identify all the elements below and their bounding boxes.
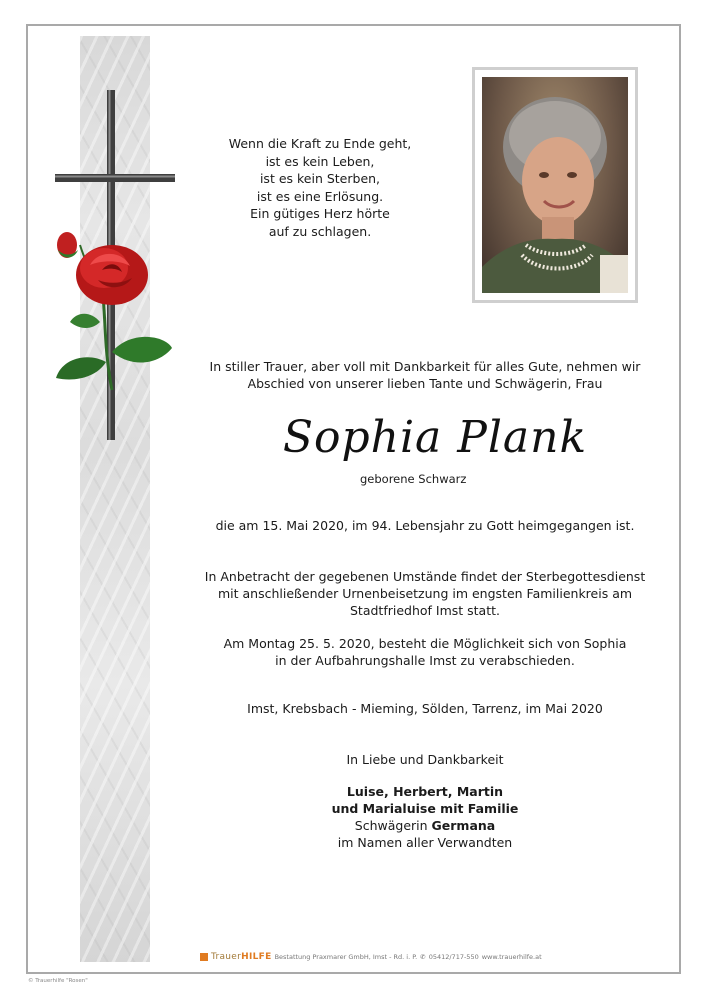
cross-with-rose-icon xyxy=(40,90,180,450)
death-line: die am 15. Mai 2020, im 94. Lebensjahr zu Gott heimgegangen ist. xyxy=(215,518,635,533)
viewing-info xyxy=(170,635,680,669)
phone-text: 05412/717-550 xyxy=(428,953,479,961)
leaf-icon xyxy=(56,357,106,379)
footer xyxy=(200,950,542,964)
service-info xyxy=(170,568,680,619)
birth-name: geborene Schwarz xyxy=(360,472,467,486)
family-line: Luise, Herbert, Martin xyxy=(346,784,504,799)
portrait-frame xyxy=(472,67,638,303)
service-line: In Anbetracht der gegebenen Umstände findet der Sterbegottesdienst xyxy=(204,569,646,584)
deceased-name: Sophia Plank xyxy=(282,412,588,463)
places-line: Imst, Krebsbach - Mieming, Sölden, Tarrenz, im Mai 2020 xyxy=(247,701,603,716)
poem-line: Wenn die Kraft zu Ende geht, xyxy=(228,136,412,151)
poem-line: ist es eine Erlösung. xyxy=(256,188,384,204)
poem-line: ist es kein Sterben, xyxy=(259,171,381,186)
places-date xyxy=(170,700,680,717)
rosebud-icon xyxy=(57,232,78,258)
leaf-icon xyxy=(112,337,172,363)
image-credit: © Trauerhilfe "Rosen" xyxy=(28,978,88,984)
relatives-line: im Namen aller Verwandten xyxy=(337,835,513,850)
phone-icon: ✆ xyxy=(420,953,426,961)
intro-text xyxy=(170,358,680,392)
poem-line: ist es kein Leben, xyxy=(265,153,375,169)
service-line: mit anschließender Urnenbeisetzung im engsten Familienkreis am xyxy=(217,586,633,601)
death-statement xyxy=(170,517,680,534)
viewing-line: in der Aufbahrungshalle Imst zu verabschieden. xyxy=(275,653,575,668)
leaf-icon xyxy=(70,314,100,328)
poem-line: Ein gütiges Herz hörte xyxy=(250,206,390,221)
sister-name: Germana xyxy=(431,818,496,833)
mourners xyxy=(170,783,680,851)
rose-icon xyxy=(76,245,148,305)
closing-greeting xyxy=(170,751,680,768)
trauerhilfe-logo-icon xyxy=(200,953,208,961)
poem-line: auf zu schlagen. xyxy=(268,223,372,239)
intro-line: Abschied von unserer lieben Tante und Schwägerin, Frau xyxy=(247,376,603,391)
poem xyxy=(220,135,420,240)
brand-name: TrauerHILFE xyxy=(211,952,272,962)
intro-line: In stiller Trauer, aber voll mit Dankbarkeit für alles Gute, nehmen wir xyxy=(209,359,641,374)
greeting-line: In Liebe und Dankbarkeit xyxy=(346,752,504,767)
cross-horizontal xyxy=(55,174,175,182)
viewing-line: Am Montag 25. 5. 2020, besteht die Möglichkeit sich von Sophia xyxy=(223,636,627,651)
family-line: und Marialuise mit Familie xyxy=(331,801,519,816)
portrait-photo xyxy=(482,77,628,293)
company-text: Bestattung Praxmarer GmbH, Imst - Rd. i. P. xyxy=(274,953,418,961)
service-line: Stadtfriedhof Imst statt. xyxy=(349,603,500,618)
sister-line: Schwägerin Germana xyxy=(354,818,496,833)
website-link[interactable]: www.trauerhilfe.at xyxy=(481,953,542,961)
